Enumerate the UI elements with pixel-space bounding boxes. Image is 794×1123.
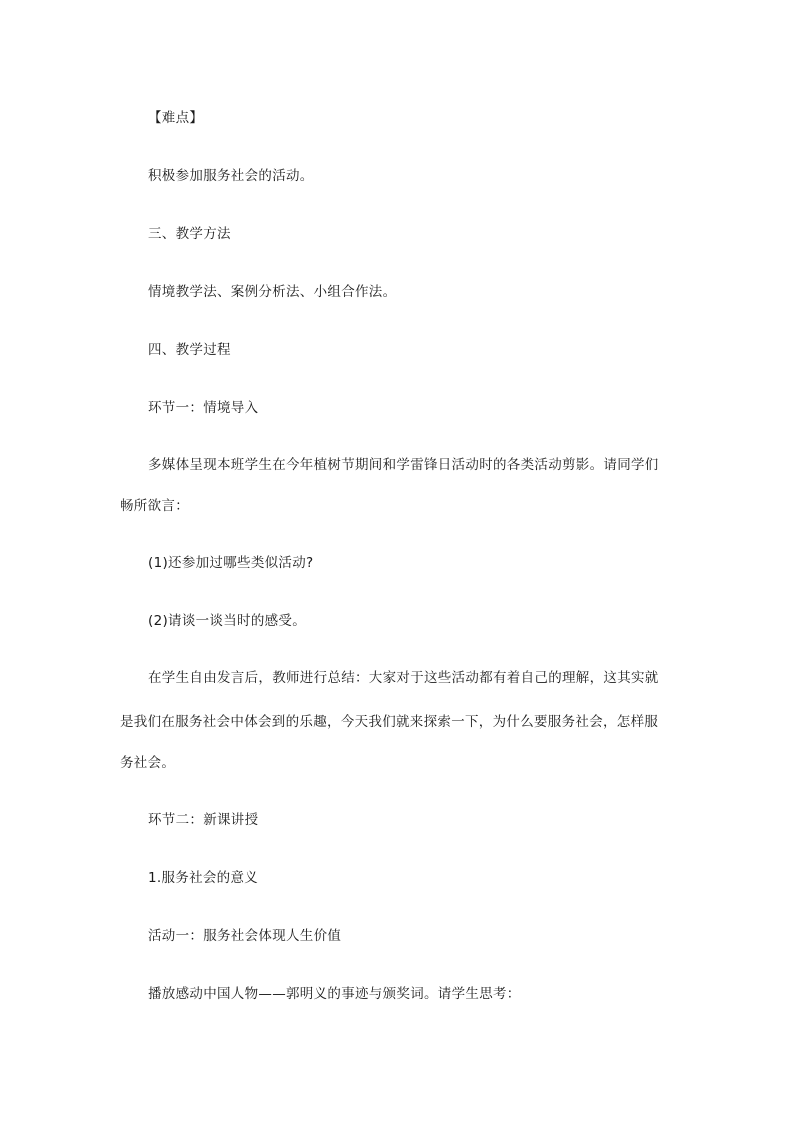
question-item-1: (1)还参加过哪些类似活动? (148, 555, 314, 571)
paragraph-summary-line-1: 在学生自由发言后，教师进行总结：大家对于这些活动都有着自己的理解，这其实就 (148, 670, 659, 686)
subheading-step-one: 环节一：情境导入 (148, 400, 259, 416)
section-service-meaning: 1.服务社会的意义 (148, 870, 259, 886)
heading-difficulty: 【难点】 (148, 110, 204, 126)
paragraph-multimedia-line-1: 多媒体呈现本班学生在今年植树节期间和学雷锋日活动时的各类活动剪影。请同学们 (148, 457, 659, 473)
paragraph-summary-line-2: 是我们在服务社会中体会到的乐趣，今天我们就来探索一下，为什么要服务社会，怎样服 (120, 714, 659, 730)
heading-teaching-process: 四、教学过程 (148, 342, 231, 358)
activity-one-title: 活动一：服务社会体现人生价值 (148, 928, 342, 944)
paragraph-difficulty-content: 积极参加服务社会的活动。 (148, 168, 314, 184)
paragraph-guo-mingyi: 播放感动中国人物——郭明义的事迹与颁奖词。请学生思考： (148, 986, 521, 1002)
paragraph-summary-line-3: 务社会。 (120, 755, 176, 771)
heading-teaching-methods: 三、教学方法 (148, 226, 231, 242)
paragraph-multimedia-line-2: 畅所欲言： (120, 498, 189, 514)
subheading-step-two: 环节二：新课讲授 (148, 812, 259, 828)
question-item-2: (2)请谈一谈当时的感受。 (148, 613, 307, 629)
paragraph-teaching-methods: 情境教学法、案例分析法、小组合作法。 (148, 284, 397, 300)
